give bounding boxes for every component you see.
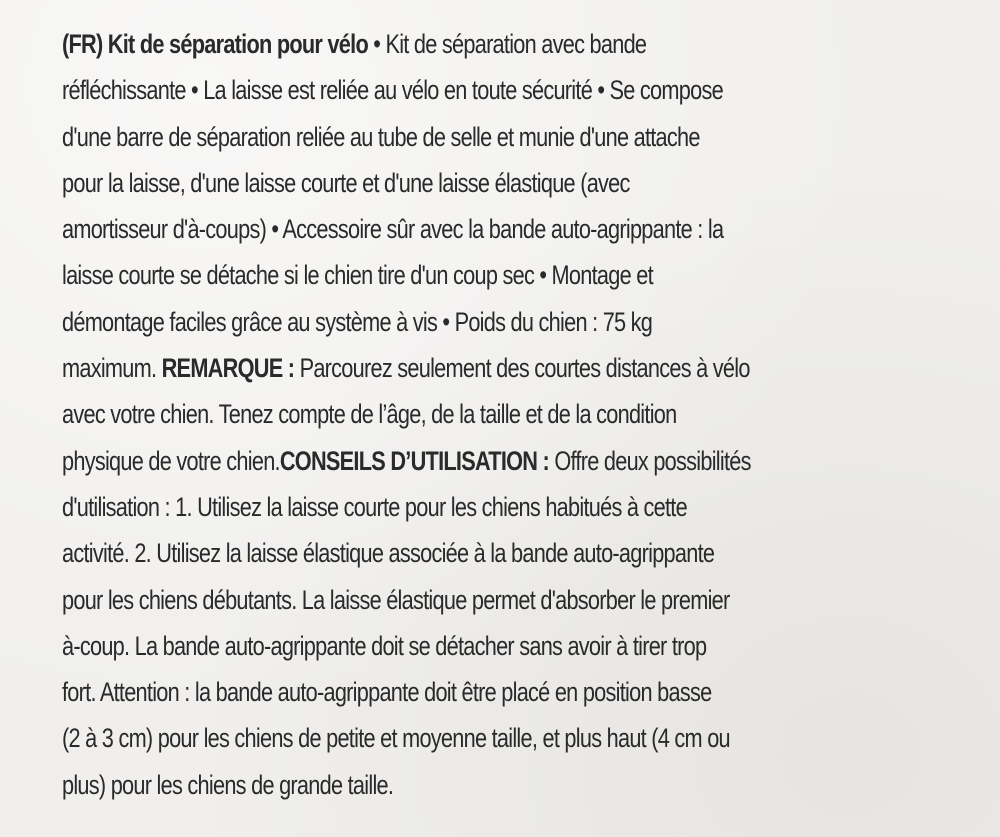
line-text: avec votre chien. Tenez compte de l’âge, de la taille et de la condition xyxy=(62,399,677,430)
text-line-17 xyxy=(62,762,825,808)
usage-tips-heading: CONSEILS D’UTILISATION : xyxy=(279,445,550,476)
text-line-13 xyxy=(62,577,825,623)
line-text: pour les chiens débutants. La laisse élastique permet d'absorber le premier xyxy=(62,584,730,615)
line-text: à-coup. La bande auto-agrippante doit se détacher sans avoir à tirer trop xyxy=(62,630,707,661)
line-text: Offre deux possibilités xyxy=(549,445,751,476)
text-line-10 xyxy=(62,438,825,484)
text-line-14 xyxy=(62,623,825,669)
text-line-9 xyxy=(62,391,825,437)
line-text: réfléchissante • La laisse est reliée au vélo en toute sécurité • Se compose xyxy=(62,75,723,106)
line-text: d'utilisation : 1. Utilisez la laisse courte pour les chiens habitués à cette xyxy=(62,491,687,522)
product-description-text xyxy=(62,21,825,808)
line-text: amortisseur d'à-coups) • Accessoire sûr avec la bande auto-agrippante : la xyxy=(62,214,724,245)
text-line-11 xyxy=(62,484,825,530)
text-line-5 xyxy=(62,206,825,252)
line-text: activité. 2. Utilisez la laisse élastique associée à la bande auto-agrippante xyxy=(62,538,715,569)
text-line-15 xyxy=(62,669,825,715)
line-text: fort. Attention : la bande auto-agrippante doit être placé en position basse xyxy=(62,677,712,708)
text-line-12 xyxy=(62,530,825,576)
text-line-1 xyxy=(62,21,825,67)
line-text: démontage faciles grâce au système à vis • Poids du chien : 75 kg xyxy=(62,306,653,337)
line-text: physique de votre chien. xyxy=(62,445,280,476)
line-text: d'une barre de séparation reliée au tube de selle et munie d'une attache xyxy=(62,121,700,152)
text-line-3 xyxy=(62,114,825,160)
line-text: (2 à 3 cm) pour les chiens de petite et moyenne taille, et plus haut (4 cm ou xyxy=(62,723,730,754)
line-text: pour la laisse, d'une laisse courte et d'une laisse élastique (avec xyxy=(62,167,630,198)
line-text: plus) pour les chiens de grande taille. xyxy=(62,769,394,800)
line-text: Parcourez seulement des courtes distances à vélo xyxy=(294,353,750,384)
text-line-7 xyxy=(62,299,825,345)
product-title: (FR) Kit de séparation pour vélo xyxy=(62,29,368,59)
text-line-6 xyxy=(62,252,825,298)
text-line-16 xyxy=(62,715,825,761)
text-line-2 xyxy=(62,67,825,113)
line-text: • Kit de séparation avec bande xyxy=(367,29,647,59)
line-text: maximum. xyxy=(62,353,162,384)
line-text: laisse courte se détache si le chien tire d'un coup sec • Montage et xyxy=(62,260,653,291)
remark-heading: REMARQUE : xyxy=(161,353,295,384)
text-line-4 xyxy=(62,160,825,206)
text-line-8 xyxy=(62,345,825,391)
